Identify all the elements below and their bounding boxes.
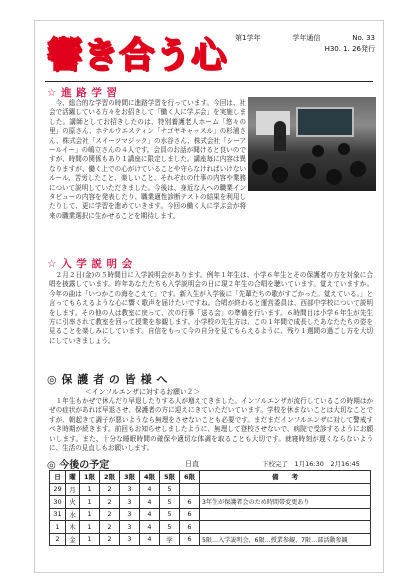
cell-dow: 金	[66, 533, 80, 546]
duty-label: 日直	[185, 460, 199, 468]
cell-period: 3	[120, 496, 140, 509]
cell-period: 3	[120, 521, 140, 534]
issue-number: No. 33	[352, 34, 375, 42]
cell-note	[200, 508, 371, 521]
cell-period: 4	[140, 508, 160, 521]
cell-note: 5限…入学説明会、6限…授業参観、7限…部活動参観	[200, 533, 371, 546]
header-divider	[45, 81, 373, 82]
photo-blackboard	[296, 107, 354, 137]
cell-period: 1	[80, 521, 100, 534]
header-dow: 曜	[66, 471, 80, 484]
cell-period: 5	[160, 508, 180, 521]
cell-period: 学	[160, 533, 180, 546]
cell-period: 1	[80, 533, 100, 546]
cell-dow: 水	[66, 508, 80, 521]
cell-period: 4	[140, 533, 160, 546]
cell-period: 2	[100, 483, 120, 496]
cell-dow: 火	[66, 496, 80, 509]
newsletter-label: 学年通信	[292, 34, 321, 42]
table-row	[50, 521, 371, 534]
cell-period: 4	[140, 496, 160, 509]
header-p2: 2限	[100, 471, 120, 484]
cell-period: 5	[160, 483, 180, 496]
header-notes: 備 考	[200, 471, 371, 484]
table-row	[50, 533, 371, 546]
cell-dow: 木	[66, 521, 80, 534]
cell-dow: 月	[66, 483, 80, 496]
header-p5: 5限	[160, 471, 180, 484]
header-p6: 6限	[180, 471, 200, 484]
masthead-title: 響き合う心	[47, 36, 228, 76]
cell-note: 3年生が保護者会のため時間帯変更あり	[200, 496, 371, 509]
table-row	[50, 508, 371, 521]
cell-period: 2	[100, 496, 120, 509]
header-p3: 3限	[120, 471, 140, 484]
cell-note	[200, 521, 371, 534]
cell-period	[180, 483, 200, 496]
cell-period: 3	[120, 533, 140, 546]
cell-period: 1	[80, 508, 100, 521]
schedule-table	[49, 470, 371, 546]
cell-day: 29	[50, 483, 66, 496]
cell-period: 5	[160, 521, 180, 534]
briefing-section-title: ☆ 入 学 説 明 会	[47, 258, 133, 270]
guardians-section-title: ◎ 保 護 者 の 皆 様 へ	[47, 373, 168, 386]
cell-day: 30	[50, 496, 66, 509]
classroom-photo	[248, 97, 376, 191]
cell-period: 3	[120, 483, 140, 496]
photo-speaker	[274, 121, 286, 151]
career-text-top	[49, 99, 246, 220]
cell-period: 3	[120, 508, 140, 521]
career-section-title: ☆ 進 路 学 習	[47, 87, 118, 99]
cell-period: 4	[140, 483, 160, 496]
cell-note	[200, 483, 371, 496]
cell-period: 2	[100, 533, 120, 546]
guardians-text: １年生もかぜで休んだり早退したりする人が増えてきました。インフルエンザが流行しているこの時期はかぜの症状があれば早退させ、保護者の方に迎えにきていただいています。学校を休まないことは大切なことですが、朝起きて調子が悪いようなら無理をさせないことも必要です。まだまだインフルエンザに対して警戒すべき時期が続きます。前回もお知らせしましたように、無理して登校させないで、病院で受診するようにお願いします。また、十分な睡眠時間の確保や適切な体調を取ることも大切です。就寝時刻が遅くならないように、生活の見直しもお願いします。	[49, 397, 373, 453]
table-row	[50, 483, 371, 496]
cell-day: 31	[50, 508, 66, 521]
header-p1: 1限	[80, 471, 100, 484]
header-p4: 4限	[140, 471, 160, 484]
table-row	[50, 496, 371, 509]
career-text: 今、総合的な学習の時間に進路学習を行っています。今回は、社会で活躍している方々をお招きして「働く人に学ぶ会」を実施しました。講師としてお招きしたのは、特別養護老人ホーム「悠々の里」の原さん、ホテルウエスティン「ナゴヤキャッスル」の杉浦さん、株式会社「スイーツマジック」の水谷さん、株式会社「シーアールイー」の嶋立さんの４人です。会員のお話が聞けると良いのですが、時間の関係もあり１講座に限定しました。講座毎に内容は異なりますが、働く上での心がけていることや守らなければいけないルール、苦労したこと、楽しいこと、それぞれの仕事の内容や業務について説明していただきました。今後は、身近な人への職業インタビューの内容を発表したり、職業適性診断テストの結果を利用したりして、更に学習を進めていきます。今回の働く人に学ぶ会が将来の職業選択に生かせることを期待します。	[49, 99, 246, 220]
cell-day: 1	[50, 521, 66, 534]
cell-period: 4	[140, 521, 160, 534]
header-info	[235, 33, 375, 55]
cell-period: 6	[180, 496, 200, 509]
cell-period: 1	[80, 483, 100, 496]
schedule-header-row	[50, 471, 371, 484]
cell-period: 2	[100, 521, 120, 534]
newsletter-page	[34, 20, 384, 573]
guardians-subtitle: ＜インフルエンザに対するお願い２＞	[85, 388, 201, 396]
cell-period: 6	[180, 521, 200, 534]
dismissal-time: 下校完了 1月16:30 2月16:45	[262, 460, 360, 468]
briefing-text: ２月２日(金)の５時間目に入学説明会があります。例年１年生は、小学６年生とその保護者の方を対象に合唱を披露しています。昨年あなたたちも入学説明会の日に現２年生の合唱を聴いています。覚えていますか。今年の曲は「いつかこの海をこえて」です。新入生が入学後に「先輩たちの歌がすごかった。覚えている。」と言ってもらえるような心に響く歌声を届けたいですね。合唱が終わると運営委員は、西部中学校について説明をします。その他の人は教室に戻って、次の行事「送る会」の準備を行います。６時間目は小学６年生が先生方に引率されて教室を回って授業を参観します。小学校の先生方は、この１年間で成長したあなたたちの姿を見ることを楽しみにしています。自信をもって今の自分を見てもらえるように、残り１週間の過ごし方を大切にしていきましょう。	[49, 271, 373, 345]
cell-period: 6	[180, 508, 200, 521]
cell-period: 2	[100, 508, 120, 521]
issue-date: H30. 1. 26発行	[324, 45, 375, 53]
cell-period: 6	[180, 533, 200, 546]
header-day: 日	[50, 471, 66, 484]
schedule-title: ◎ 今後の予定	[47, 460, 110, 471]
cell-period: 5	[160, 496, 180, 509]
cell-period: 1	[80, 496, 100, 509]
grade-label: 第1学年	[235, 34, 261, 42]
cell-day: 2	[50, 533, 66, 546]
